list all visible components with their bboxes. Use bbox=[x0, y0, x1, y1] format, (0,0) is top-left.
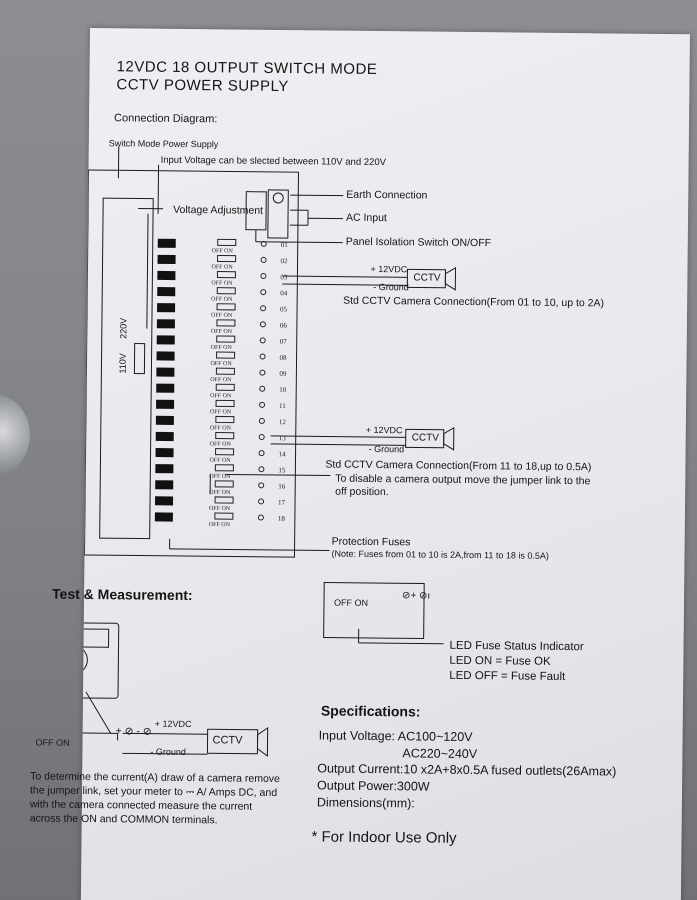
output-number: 02 bbox=[280, 257, 288, 266]
jumper-link bbox=[215, 481, 233, 487]
output-number: 11 bbox=[279, 402, 286, 411]
isolation-switch-label: Panel Isolation Switch ON/OFF bbox=[345, 235, 492, 250]
fuse-block bbox=[156, 416, 174, 425]
terminal-screw bbox=[258, 515, 263, 520]
output-number: 09 bbox=[279, 369, 287, 378]
jumper-off-on-label: OFF ON bbox=[209, 441, 231, 448]
camera-1-10-label: Std CCTV Camera Connection(From 01 to 10, up to 2A) bbox=[343, 294, 605, 310]
terminal-screw bbox=[259, 483, 264, 488]
title-line-1: 12VDC 18 OUTPUT SWITCH MODE bbox=[116, 58, 378, 79]
metal-knob bbox=[0, 395, 30, 475]
ground-label-1: - Ground bbox=[373, 281, 409, 293]
jumper-off-on-label: OFF ON bbox=[210, 328, 233, 336]
spec-input-voltage: Input Voltage: AC100~120V bbox=[318, 728, 473, 745]
camera-11-18-label: Std CCTV Camera Connection(From 11 to 18,up to 0.5A) bbox=[325, 458, 592, 474]
jumper-link bbox=[216, 433, 234, 439]
jumper-off-on-label: OFF ON bbox=[209, 425, 232, 432]
output-number: 12 bbox=[278, 418, 286, 427]
spec-output-power: Output Power:300W bbox=[317, 778, 430, 794]
jumper-link bbox=[216, 416, 234, 422]
jumper-off-on-label: OFF ON bbox=[210, 312, 233, 319]
output-number: 16 bbox=[278, 482, 286, 491]
test-off-on: OFF ON bbox=[35, 737, 70, 748]
jumper-off-on-label: OFF ON bbox=[209, 457, 231, 464]
terminal-screw bbox=[259, 467, 264, 472]
fuse-block bbox=[158, 239, 176, 248]
ground-label-2: - Ground bbox=[368, 443, 405, 455]
fuse-block bbox=[157, 271, 175, 280]
fuse-block bbox=[156, 384, 174, 393]
cctv-label-2: CCTV bbox=[411, 432, 440, 444]
terminal-screw bbox=[260, 370, 265, 375]
jumper-link bbox=[217, 336, 235, 342]
fuse-block bbox=[157, 335, 175, 344]
jumper-link bbox=[216, 400, 234, 406]
output-number: 10 bbox=[279, 385, 287, 394]
label-220v: 220V bbox=[118, 317, 129, 339]
output-number: 05 bbox=[280, 305, 288, 314]
input-voltage-note: Input Voltage can be slected between 110V and 220V bbox=[160, 154, 387, 169]
terminal-screw bbox=[259, 418, 264, 423]
ac-input-terminal bbox=[268, 190, 289, 238]
protection-fuses-label: Protection Fuses bbox=[331, 535, 411, 549]
terminal-screw bbox=[259, 434, 264, 439]
smps-label: Switch Mode Power Supply bbox=[108, 138, 219, 150]
output-number: 08 bbox=[279, 353, 287, 362]
test-cctv-label: CCTV bbox=[212, 734, 243, 747]
terminal-screw bbox=[259, 499, 264, 504]
jumper-link bbox=[216, 449, 234, 455]
jumper-off-on-label: OFF ON bbox=[211, 248, 233, 255]
specifications-heading: Specifications: bbox=[320, 702, 421, 720]
plus12-label-1: + 12VDC bbox=[370, 263, 408, 275]
fuse-block bbox=[155, 496, 173, 505]
terminal-screw bbox=[260, 338, 265, 343]
output-number: 14 bbox=[278, 450, 286, 459]
fuse-note: (Note: Fuses from 01 to 10 is 2A,from 11 to 18 is 0.5A) bbox=[331, 548, 549, 561]
fuse-block bbox=[157, 287, 175, 296]
jumper-off-on-label: OFF ON bbox=[210, 393, 232, 400]
jumper-off-on-label: OFF ON bbox=[209, 409, 232, 416]
output-number: 07 bbox=[279, 337, 287, 346]
fuse-column bbox=[155, 239, 236, 529]
fuse-block bbox=[157, 303, 175, 312]
jumper-off-on-label: OFF ON bbox=[210, 360, 232, 368]
led-off-on: OFF ON bbox=[333, 597, 369, 608]
output-number: 17 bbox=[277, 498, 286, 507]
jumper-off-on-label: OFF ON bbox=[211, 280, 233, 287]
fuse-block bbox=[156, 368, 174, 377]
test-plus-minus: + ⊘ - ⊘ bbox=[115, 725, 152, 738]
jumper-off-on-label: OFF ON bbox=[211, 296, 233, 303]
jumper-link bbox=[217, 288, 235, 294]
multimeter bbox=[81, 622, 119, 698]
terminal-column bbox=[258, 241, 288, 523]
connection-diagram-heading: Connection Diagram: bbox=[113, 112, 218, 126]
jumper-link bbox=[218, 255, 236, 261]
jumper-off-on-label: OFF ON bbox=[209, 473, 231, 480]
indoor-use-note: * For Indoor Use Only bbox=[311, 828, 457, 847]
jumper-off-on-label: OFF ON bbox=[211, 264, 233, 271]
ac-input-label: AC Input bbox=[345, 211, 387, 225]
jumper-link bbox=[218, 239, 236, 245]
terminal-screw bbox=[260, 386, 265, 391]
terminal-screw bbox=[260, 402, 265, 407]
terminal-screw bbox=[260, 354, 265, 359]
spec-output-current: Output Current:10 x2A+8x0.5A fused outlets(26Amax) bbox=[317, 761, 617, 779]
earth-connection-label: Earth Connection bbox=[346, 188, 428, 202]
fuse-block bbox=[157, 319, 175, 328]
jumper-off-on-label: OFF ON bbox=[209, 489, 231, 496]
jumper-off-on-label: OFF ON bbox=[208, 505, 231, 513]
test-instructions: To determine the current(A) draw of a camera remove the jumper link, set your meter to ⎓ A/ Amps DC, and with the camera connected measure the current across the ON and COMMON terminals. bbox=[29, 770, 280, 827]
terminal-screw bbox=[260, 322, 265, 327]
voltage-switch bbox=[134, 343, 144, 373]
fuse-block bbox=[158, 255, 176, 264]
terminal-screw bbox=[259, 451, 264, 456]
fuse-block bbox=[156, 448, 174, 457]
led-off-label: LED OFF = Fuse Fault bbox=[449, 669, 566, 684]
jumper-link bbox=[217, 272, 235, 278]
led-terminal-symbols: ⊘+ ⊘ı bbox=[402, 590, 431, 602]
instruction-card bbox=[29, 28, 690, 900]
jumper-link bbox=[215, 497, 233, 503]
output-number: 15 bbox=[278, 466, 286, 475]
plus12-label-2: + 12VDC bbox=[365, 424, 403, 436]
jumper-link bbox=[217, 304, 235, 310]
test-plus12-label: + 12VDC bbox=[154, 718, 192, 730]
fuse-block bbox=[156, 400, 174, 409]
terminal-screw bbox=[261, 306, 266, 311]
jumper-link bbox=[217, 320, 235, 326]
jumper-link bbox=[216, 384, 234, 390]
jumper-link bbox=[215, 513, 233, 519]
title-line-2: CCTV POWER SUPPLY bbox=[116, 76, 289, 96]
jumper-off-on-label: OFF ON bbox=[210, 344, 232, 352]
disable-note-line-1: To disable a camera output move the jumper link to the bbox=[335, 472, 591, 488]
cctv-label-1: CCTV bbox=[413, 272, 441, 284]
fuse-block bbox=[155, 512, 173, 521]
spec-dimensions: Dimensions(mm): bbox=[316, 795, 415, 811]
led-fuse-status-label: LED Fuse Status Indicator bbox=[449, 639, 584, 654]
jumper-off-on-label: OFF ON bbox=[208, 521, 231, 529]
terminal-screw bbox=[261, 290, 266, 295]
output-number: 03 bbox=[280, 273, 288, 282]
output-number: 18 bbox=[277, 514, 285, 523]
terminal-screw bbox=[261, 274, 266, 279]
jumper-link bbox=[217, 352, 235, 358]
jumper-link bbox=[216, 368, 234, 374]
test-ground-label: - Ground bbox=[150, 746, 187, 758]
disable-note-line-2: off position. bbox=[335, 485, 389, 499]
output-number: 01 bbox=[280, 241, 288, 250]
fuse-block bbox=[155, 480, 173, 489]
voltage-adjustment-label: Voltage Adjustment bbox=[173, 203, 264, 217]
spec-input-voltage-2: AC220~240V bbox=[402, 746, 478, 762]
fuse-block bbox=[156, 432, 174, 441]
output-number: 13 bbox=[278, 434, 286, 443]
led-on-label: LED ON = Fuse OK bbox=[449, 654, 551, 668]
jumper-link bbox=[215, 465, 233, 471]
fuse-block bbox=[157, 351, 175, 360]
test-measurement-heading: Test & Measurement: bbox=[51, 585, 193, 604]
jumper-off-on-label: OFF ON bbox=[210, 377, 232, 384]
fuse-block bbox=[155, 464, 173, 473]
output-number: 04 bbox=[280, 289, 288, 298]
terminal-screw bbox=[261, 257, 266, 262]
label-110v: 110V bbox=[117, 353, 128, 374]
output-number: 06 bbox=[279, 321, 287, 330]
